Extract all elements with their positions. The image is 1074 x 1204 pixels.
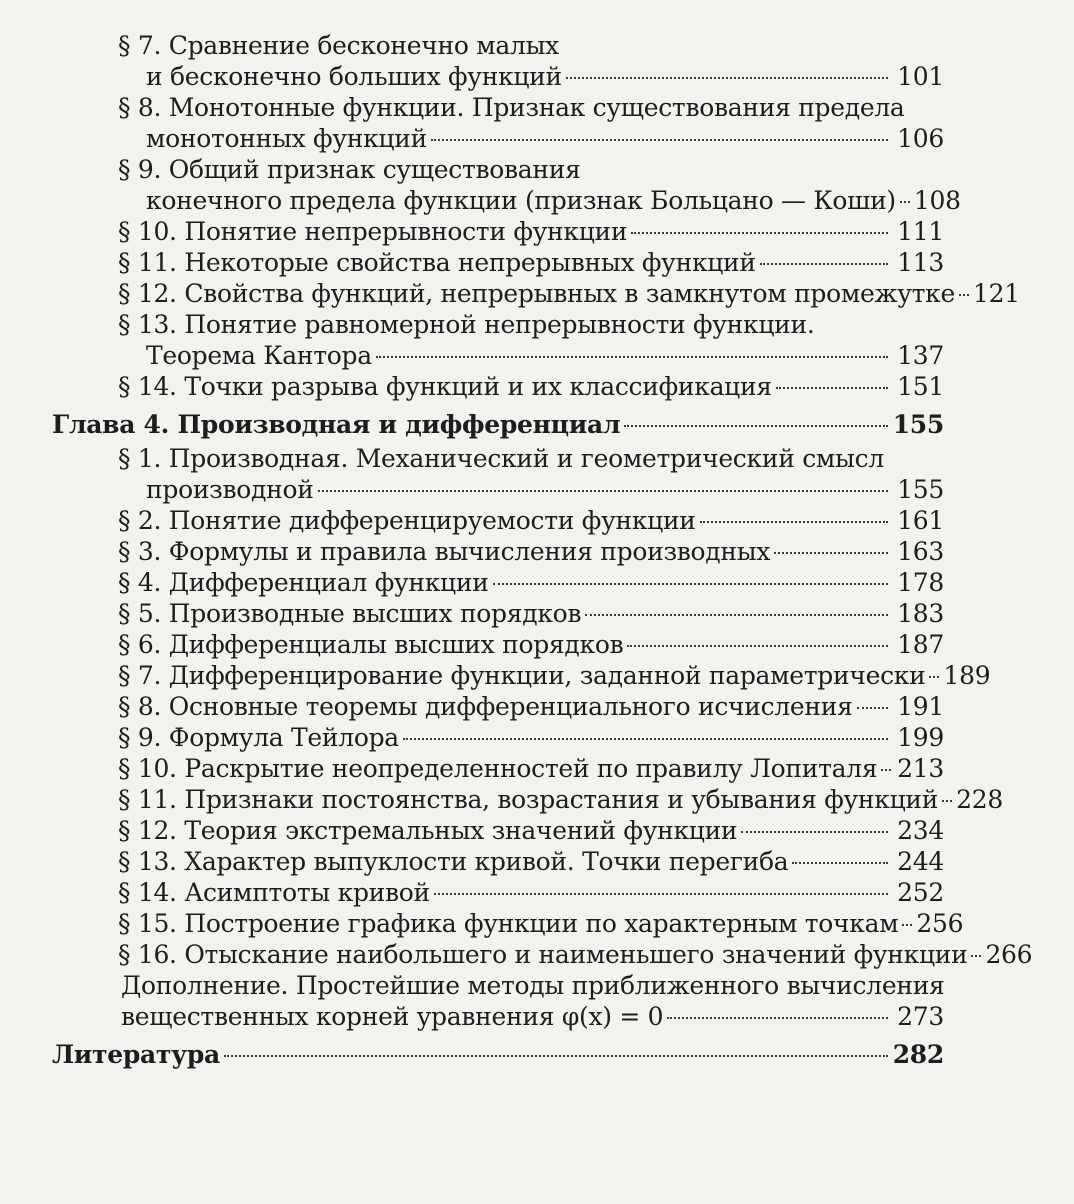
- toc-page-number: 151: [897, 372, 944, 401]
- toc-section-entry: [0, 908, 986, 939]
- toc-entry-title: § 10. Раскрытие неопределенностей по правилу Лопиталя: [118, 754, 878, 783]
- toc-section-entry: [0, 784, 1003, 815]
- dot-leader: [403, 738, 888, 740]
- dot-leader: [929, 676, 939, 678]
- toc-section-entry: [0, 598, 986, 629]
- dot-leader: [902, 924, 912, 926]
- toc-entry-title: § 9. Общий признак существования: [118, 155, 581, 184]
- toc-page-number: 213: [897, 754, 944, 783]
- toc-entry-title: § 4. Дифференциал функции: [118, 568, 489, 597]
- toc-section-entry: [0, 154, 986, 216]
- toc-page-number: 191: [897, 692, 944, 721]
- toc-entry-title: § 8. Монотонные функции. Признак существования предела: [118, 93, 905, 122]
- table-of-contents: [0, 30, 1033, 1073]
- toc-page-number: 252: [897, 878, 944, 907]
- dot-leader: [585, 614, 888, 616]
- toc-entry-title: § 13. Понятие равномерной непрерывности функции.: [118, 310, 815, 339]
- toc-chapter-entry: [0, 406, 986, 443]
- toc-page-number: 282: [892, 1040, 944, 1069]
- toc-section-entry: [0, 939, 1033, 970]
- toc-entry-title: § 10. Понятие непрерывности функции: [118, 217, 628, 246]
- toc-page-number: 199: [897, 723, 944, 752]
- dot-leader: [667, 1017, 888, 1019]
- dot-leader: [224, 1055, 888, 1057]
- dot-leader: [493, 583, 888, 585]
- toc-entry-title: производной: [146, 475, 314, 504]
- toc-page-number: 273: [897, 1002, 944, 1031]
- dot-leader: [959, 294, 969, 296]
- toc-entry-title: § 6. Дифференциалы высших порядков: [118, 630, 624, 659]
- toc-section-entry: [0, 629, 986, 660]
- toc-page-number: 108: [913, 186, 961, 215]
- toc-page-number: 187: [897, 630, 944, 659]
- toc-page-number: 113: [897, 248, 944, 277]
- toc-page-number: 163: [897, 537, 944, 566]
- toc-entry-title: Литература: [52, 1040, 220, 1069]
- toc-supplement-entry: [0, 970, 986, 1032]
- toc-page-number: 155: [897, 475, 944, 504]
- toc-entry-title: § 16. Отыскание наибольшего и наименьшего значений функции: [118, 940, 968, 969]
- toc-page-number: 189: [943, 661, 991, 690]
- dot-leader: [700, 521, 888, 523]
- toc-entry-title: Дополнение. Простейшие методы приближенного вычисления: [121, 971, 945, 1000]
- dot-leader: [774, 552, 888, 554]
- toc-page-number: 256: [916, 909, 964, 938]
- dot-leader: [900, 201, 910, 203]
- toc-entry-title: Теорема Кантора: [146, 341, 372, 370]
- toc-section-entry: [0, 753, 986, 784]
- toc-entry-title: § 12. Теория экстремальных значений функции: [118, 816, 738, 845]
- toc-entry-title: § 5. Производные высших порядков: [118, 599, 582, 628]
- toc-section-entry: [0, 216, 986, 247]
- toc-entry-title: § 2. Понятие дифференцируемости функции: [118, 506, 696, 535]
- toc-page-number: 155: [892, 410, 944, 439]
- toc-section-entry: [0, 247, 986, 278]
- toc-section-entry: [0, 567, 986, 598]
- toc-entry-title: и бесконечно больших функций: [146, 62, 562, 91]
- toc-page-number: 106: [897, 124, 944, 153]
- toc-section-entry: [0, 722, 986, 753]
- toc-entry-title: монотонных функций: [146, 124, 427, 153]
- toc-page-number: 228: [956, 785, 1003, 814]
- dot-leader: [776, 387, 888, 389]
- toc-section-entry: [0, 691, 986, 722]
- toc-page-number: 101: [897, 62, 944, 91]
- toc-entry-title: § 15. Построение графика функции по характерным точкам: [118, 909, 899, 938]
- toc-entry-title: § 9. Формула Тейлора: [118, 723, 399, 752]
- dot-leader: [376, 356, 888, 358]
- toc-page-number: 178: [897, 568, 944, 597]
- toc-page-number: 111: [897, 217, 944, 246]
- toc-section-entry: [0, 846, 986, 877]
- toc-section-entry: [0, 371, 986, 402]
- toc-section-entry: [0, 309, 986, 371]
- toc-entry-title: вещественных корней уравнения φ(x) = 0: [121, 1002, 664, 1031]
- toc-chapter-entry: [0, 1036, 986, 1073]
- toc-page-number: 266: [985, 940, 1033, 969]
- dot-leader: [627, 645, 888, 647]
- toc-section-entry: [0, 815, 986, 846]
- toc-section-entry: [0, 30, 986, 92]
- toc-page-number: 121: [972, 279, 1020, 308]
- dot-leader: [624, 425, 888, 427]
- toc-page-number: 161: [897, 506, 944, 535]
- toc-section-entry: [0, 443, 986, 505]
- toc-entry-title: § 14. Асимптоты кривой: [118, 878, 430, 907]
- toc-entry-title: § 12. Свойства функций, непрерывных в замкнутом промежутке: [118, 279, 955, 308]
- toc-entry-title: конечного предела функции (признак Больцано — Коши): [146, 186, 896, 215]
- dot-leader: [741, 831, 888, 833]
- toc-entry-title: § 14. Точки разрыва функций и их классификация: [118, 372, 772, 401]
- dot-leader: [566, 77, 888, 79]
- toc-section-entry: [0, 505, 986, 536]
- dot-leader: [792, 862, 888, 864]
- dot-leader: [857, 707, 888, 709]
- dot-leader: [971, 955, 981, 957]
- dot-leader: [881, 769, 891, 771]
- toc-entry-title: § 8. Основные теоремы дифференциального исчисления: [118, 692, 853, 721]
- toc-entry-title: § 13. Характер выпуклости кривой. Точки перегиба: [118, 847, 789, 876]
- dot-leader: [431, 139, 888, 141]
- toc-entry-title: § 11. Признаки постоянства, возрастания и убывания функций: [118, 785, 939, 814]
- toc-page-number: 137: [897, 341, 944, 370]
- toc-page-number: 234: [897, 816, 944, 845]
- toc-entry-title: § 7. Дифференцирование функции, заданной параметрически: [118, 661, 926, 690]
- dot-leader: [760, 263, 888, 265]
- toc-section-entry: [0, 92, 986, 154]
- dot-leader: [942, 800, 952, 802]
- toc-entry-title: § 1. Производная. Механический и геометрический смысл: [118, 444, 884, 473]
- toc-section-entry: [0, 278, 1020, 309]
- toc-section-entry: [0, 536, 986, 567]
- toc-entry-title: § 11. Некоторые свойства непрерывных функций: [118, 248, 756, 277]
- toc-entry-title: § 7. Сравнение бесконечно малых: [118, 31, 559, 60]
- dot-leader: [318, 490, 888, 492]
- toc-entry-title: Глава 4. Производная и дифференциал: [52, 410, 621, 439]
- toc-section-entry: [0, 877, 986, 908]
- toc-page-number: 183: [897, 599, 944, 628]
- dot-leader: [434, 893, 888, 895]
- toc-page-number: 244: [897, 847, 944, 876]
- toc-entry-title: § 3. Формулы и правила вычисления производных: [118, 537, 771, 566]
- toc-section-entry: [0, 660, 991, 691]
- dot-leader: [631, 232, 888, 234]
